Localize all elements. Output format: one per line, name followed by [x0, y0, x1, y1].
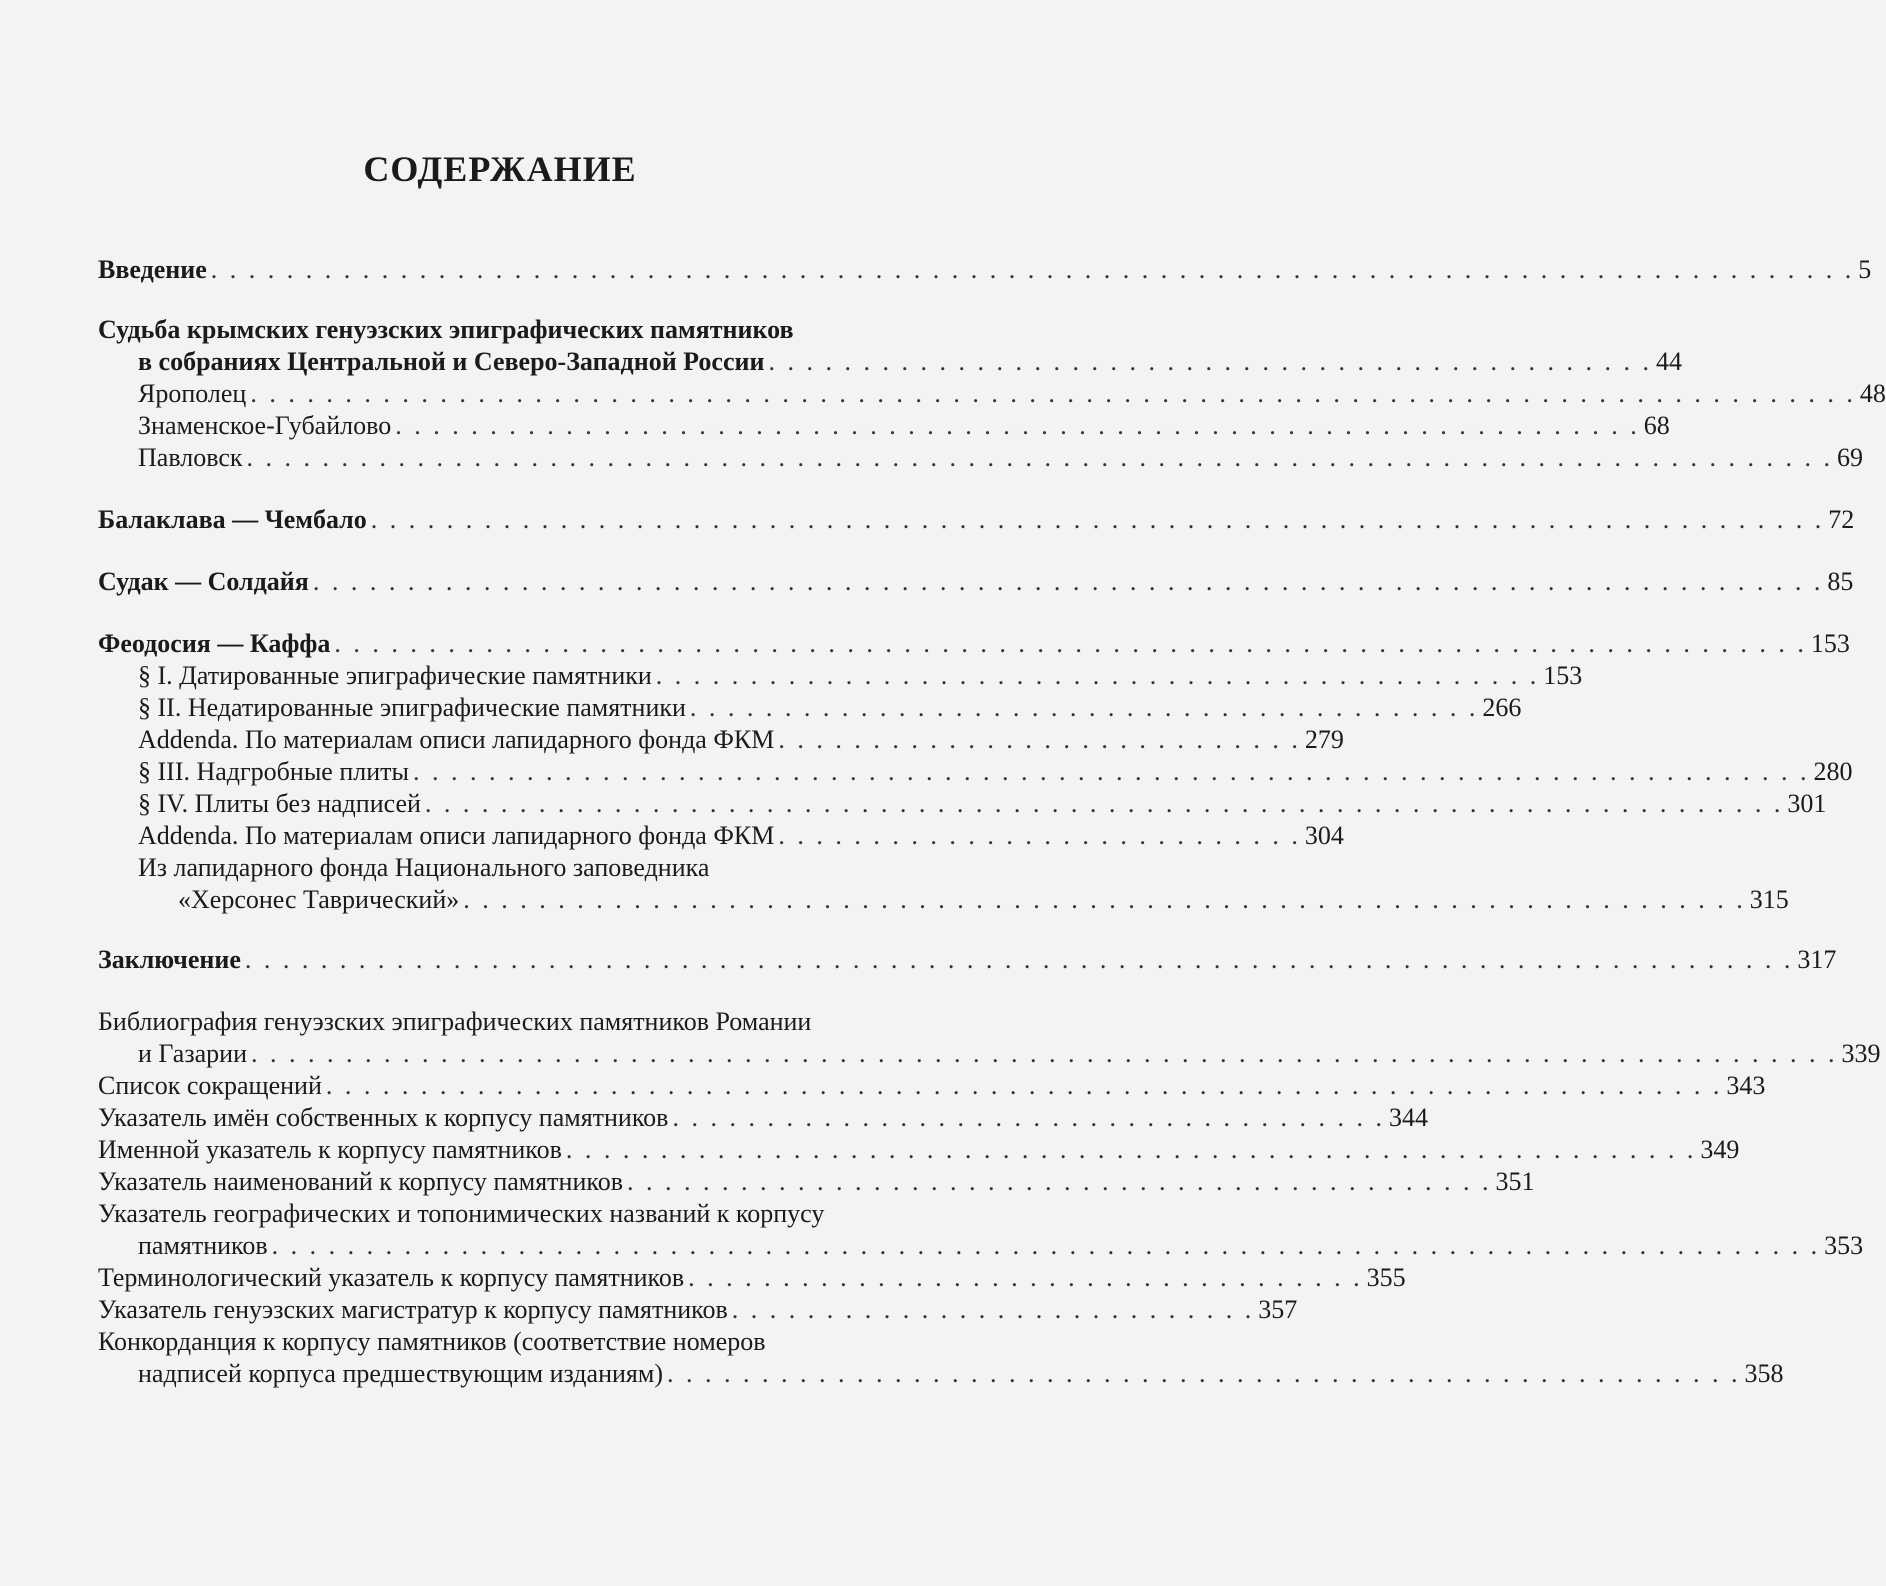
leader-dots: . . . . . . . . . . . . . . . . . . . . . . . . . . . . . . . . . . . . . . . . . . . . . . . . . . . . . . . . . . . . . . . . . . . . . . . . . .	[325, 1071, 1723, 1100]
toc-entry-text: § II. Недатированные эпиграфические памятники	[138, 693, 686, 722]
toc-entry-text: Павловск	[138, 443, 243, 472]
toc-entry-feodosia[interactable]	[98, 628, 1850, 660]
toc-entry-bibliography[interactable]	[98, 1006, 1881, 1070]
toc-page-number: 355	[1366, 1263, 1406, 1292]
toc-entry-yaropolets[interactable]	[138, 378, 1886, 410]
leader-dots: . . . . . . . . . . . . . . . . . . . . . . . . . . . . . . . . . . . . . . . . . . . . . . . . . . . . . . . . . . . . . . . . . . . . . . . . . . . . . . . . . . . . .	[250, 379, 1856, 408]
toc-page-number: 44	[1655, 347, 1682, 376]
leader-dots: . . . . . . . . . . . . . . . . . . . . . . . . . . . . . . . . . . . . . . . . . . . . . . . . . . . . . . . . . . . . . . . . . . . . . . . . . . . . . . . .	[312, 567, 1824, 596]
toc-page-number: 280	[1813, 757, 1853, 786]
toc-entry-text: Судьба крымских генуэзских эпиграфических памятников	[98, 315, 794, 344]
toc-entry-text: «Херсонес Таврический»	[178, 885, 460, 914]
toc-entry-text: Введение	[98, 255, 207, 284]
leader-dots: . . . . . . . . . . . . . . . . . . . . . . . . . . . . . . . . . . . . . . . . . . . . . . . . . . . . . . . . . . . .	[565, 1135, 1697, 1164]
toc-page-number: 343	[1726, 1071, 1766, 1100]
toc-entry-intro[interactable]	[98, 254, 1872, 286]
toc-entry-addenda-1[interactable]	[138, 724, 1344, 756]
toc-entry-text: Судак — Солдайя	[98, 567, 309, 596]
toc-page-number: 266	[1482, 693, 1522, 722]
toc-page-number: 339	[1841, 1039, 1881, 1068]
toc-entry-terminology[interactable]	[98, 1262, 1406, 1294]
toc-entry-sec4[interactable]	[138, 788, 1827, 820]
leader-dots: . . . . . . . . . . . . . . . . . . . . . . . . . . . . . . . . . . . . . . . . . . . . . . . . . . . . . . . . . . . . . . . . . . . . . . . . . . . . . . . . . . . .	[250, 1039, 1838, 1068]
toc-entry-text: Заключение	[98, 945, 241, 974]
toc-entry-text: Терминологический указатель к корпусу памятников	[98, 1263, 685, 1292]
toc-entry-text: в собраниях Центральной и Северо-Западной России	[138, 347, 765, 376]
toc-entry-text: Ярополец	[138, 379, 247, 408]
toc-page-number: 5	[1858, 255, 1872, 284]
toc-entry-sec1[interactable]	[138, 660, 1583, 692]
toc-page-number: 304	[1304, 821, 1344, 850]
toc-entry-text: Именной указатель к корпусу памятников	[98, 1135, 562, 1164]
toc-entry-text: Указатель имён собственных к корпусу памятников	[98, 1103, 669, 1132]
toc-entry-text: § IV. Плиты без надписей	[138, 789, 421, 818]
toc-entry-text: Конкорданция к корпусу памятников (соответствие номеров	[98, 1327, 766, 1356]
leader-dots: . . . . . . . . . . . . . . . . . . . . . . . . . . . . . . . . . . . . . . . . . . . . . . . . . . . . . . . . . . . . . . . . . . . . . . . . . . . . . . . . . . . . . . .	[210, 255, 1855, 284]
toc-entry-sudak[interactable]	[98, 566, 1854, 598]
toc-entry-text: Балаклава — Чембало	[98, 505, 367, 534]
page-title: СОДЕРЖАНИЕ	[363, 149, 637, 189]
toc-page-number: 85	[1827, 567, 1854, 596]
leader-dots: . . . . . . . . . . . . . . . . . . . . . . . . . . . . . . . . . . . . . . . . . . . . . . . . . . . . . . . . . . . . . . . . . . . . . . . . . . . . . .	[334, 629, 1807, 658]
leader-dots: . . . . . . . . . . . . . . . . . . . . . . . . . . . . . . . . . . . . . . . . . .	[689, 693, 1479, 722]
toc-page-number: 69	[1837, 443, 1864, 472]
toc-page-number: 72	[1828, 505, 1855, 534]
toc-page-number: 358	[1744, 1359, 1784, 1388]
toc-page-number: 315	[1749, 885, 1789, 914]
toc-page-number: 153	[1810, 629, 1850, 658]
leader-dots: . . . . . . . . . . . . . . . . . . . . . . . . . . . . . . . . . . . . . . . . . . . . . . . . . . . . . . . . . . . . . . . . . . . . . . . . . . . . . . . . . .	[271, 1231, 1821, 1260]
leader-dots: . . . . . . . . . . . . . . . . . . . . . . . . . . . . . . . . . . . . . . . . . . . . . . . . . . . . . . . . .	[666, 1359, 1741, 1388]
toc-entry-designations[interactable]	[98, 1166, 1535, 1198]
leader-dots: . . . . . . . . . . . . . . . . . . . . . . . . . . . . . . . . . . . . . . . . . . . . . . . . . . . . . . . . . . . . . . . . . .	[395, 411, 1640, 440]
toc-entry-znamenskoe[interactable]	[138, 410, 1670, 442]
toc-entry-text: Addenda. По материалам описи лапидарного фонда ФКМ	[138, 821, 775, 850]
toc-entry-conclusion[interactable]	[98, 944, 1837, 976]
toc-entry-text: Addenda. По материалам описи лапидарного фонда ФКМ	[138, 725, 775, 754]
toc-page-number: 351	[1495, 1167, 1535, 1196]
toc-entry-pavlovsk[interactable]	[138, 442, 1864, 474]
toc-entry-text: Указатель географических и топонимических названий к корпусу	[98, 1199, 825, 1228]
toc-entry-text: Феодосия — Каффа	[98, 629, 331, 658]
leader-dots: . . . . . . . . . . . . . . . . . . . . . . . . . . . .	[778, 725, 1301, 754]
toc-entry-text: памятников	[138, 1231, 268, 1260]
toc-entry-geo-index[interactable]	[98, 1198, 1864, 1262]
toc-entry-text: Указатель генуэзских магистратур к корпусу памятников	[98, 1295, 728, 1324]
toc-entry-proper-names[interactable]	[98, 1102, 1428, 1134]
leader-dots: . . . . . . . . . . . . . . . . . . . . . . . . . . . . . . . . . . . .	[688, 1263, 1363, 1292]
toc-entry-addenda-2[interactable]	[138, 820, 1344, 852]
toc-entry-balaklava[interactable]	[98, 504, 1855, 536]
toc-entry-sec2[interactable]	[138, 692, 1522, 724]
toc-entry-text: Библиография генуэзских эпиграфических памятников Романии	[98, 1007, 812, 1036]
toc-entry-text: § III. Надгробные плиты	[138, 757, 409, 786]
toc-page-number: 344	[1388, 1103, 1428, 1132]
leader-dots: . . . . . . . . . . . . . . . . . . . . . . . . . . . . . . . . . . . . . . . . . . . . . . . . . . . . . . . . . . . . . . . . . . . . . . . .	[424, 789, 1784, 818]
toc-entry-text: и Газарии	[138, 1039, 247, 1068]
toc-entry-name-index[interactable]	[98, 1134, 1740, 1166]
toc-page-number: 301	[1787, 789, 1827, 818]
leader-dots: . . . . . . . . . . . . . . . . . . . . . . . . . . . . . . . . . . . . . . . . . . . . . . .	[655, 661, 1540, 690]
toc-entry-text: § I. Датированные эпиграфические памятники	[138, 661, 652, 690]
leader-dots: . . . . . . . . . . . . . . . . . . . . . . . . . . . . . . . . . . . . . . . . . . . . . . . . . . . . . . . . . . . . . . . . . . . . . . . . . .	[412, 757, 1810, 786]
toc-page-number: 353	[1824, 1231, 1864, 1260]
toc-entry-abbreviations[interactable]	[98, 1070, 1766, 1102]
toc-entry-chersonesos[interactable]	[138, 852, 1789, 916]
toc-page-number: 349	[1700, 1135, 1740, 1164]
toc-entry-text: Указатель наименований к корпусу памятников	[98, 1167, 623, 1196]
toc-page-number: 48	[1859, 379, 1886, 408]
toc-entry-concordance[interactable]	[98, 1326, 1784, 1390]
leader-dots: . . . . . . . . . . . . . . . . . . . . . . . . . . . . . . . . . . . . . . . . . . . . . .	[626, 1167, 1492, 1196]
toc-entry-text: Знаменское-Губайлово	[138, 411, 392, 440]
toc-page-number: 357	[1258, 1295, 1298, 1324]
leader-dots: . . . . . . . . . . . . . . . . . . . . . . . . . . . . . . . . . . . . . . . . . . . . . . . . . . . . . . . . . . . . . . . . . . . .	[463, 885, 1746, 914]
leader-dots: . . . . . . . . . . . . . . . . . . . . . . . . . . . . . . . . . . . . . . . . . . . . . . . . . . . . . . . . . . . . . . . . . . . . . . . . . . . . . . . . . .	[244, 945, 1794, 974]
leader-dots: . . . . . . . . . . . . . . . . . . . . . . . . . . . . . . . . . . . . . . . . . . . . . . . . . . . . . . . . . . . . . . . . . . . . . . . . . . . . . . . . . . . .	[246, 443, 1834, 472]
toc-entry-text: надписей корпуса предшествующим изданиям)	[138, 1359, 663, 1388]
toc-page-number: 153	[1543, 661, 1583, 690]
leader-dots: . . . . . . . . . . . . . . . . . . . . . . . . . . . .	[731, 1295, 1255, 1324]
toc-entry-text: Список сокращений	[98, 1071, 322, 1100]
leader-dots: . . . . . . . . . . . . . . . . . . . . . . . . . . . .	[778, 821, 1301, 850]
toc-entry-fate[interactable]	[98, 314, 1682, 378]
toc-entry-magistrates[interactable]	[98, 1294, 1298, 1326]
leader-dots: . . . . . . . . . . . . . . . . . . . . . . . . . . . . . . . . . . . . . . . . . . . . . . . . . . . . . . . . . . . . . . . . . . . . . . . . . . . . .	[370, 505, 1825, 534]
leader-dots: . . . . . . . . . . . . . . . . . . . . . . . . . . . . . . . . . . . . . . . . . . . . . . .	[768, 347, 1652, 376]
toc-entry-text: Из лапидарного фонда Национального заповедника	[138, 853, 710, 882]
leader-dots: . . . . . . . . . . . . . . . . . . . . . . . . . . . . . . . . . . . . . .	[672, 1103, 1385, 1132]
toc-page-number: 279	[1304, 725, 1344, 754]
toc-page-number: 68	[1643, 411, 1670, 440]
toc-page-number: 317	[1797, 945, 1837, 974]
toc-entry-sec3[interactable]	[138, 756, 1853, 788]
